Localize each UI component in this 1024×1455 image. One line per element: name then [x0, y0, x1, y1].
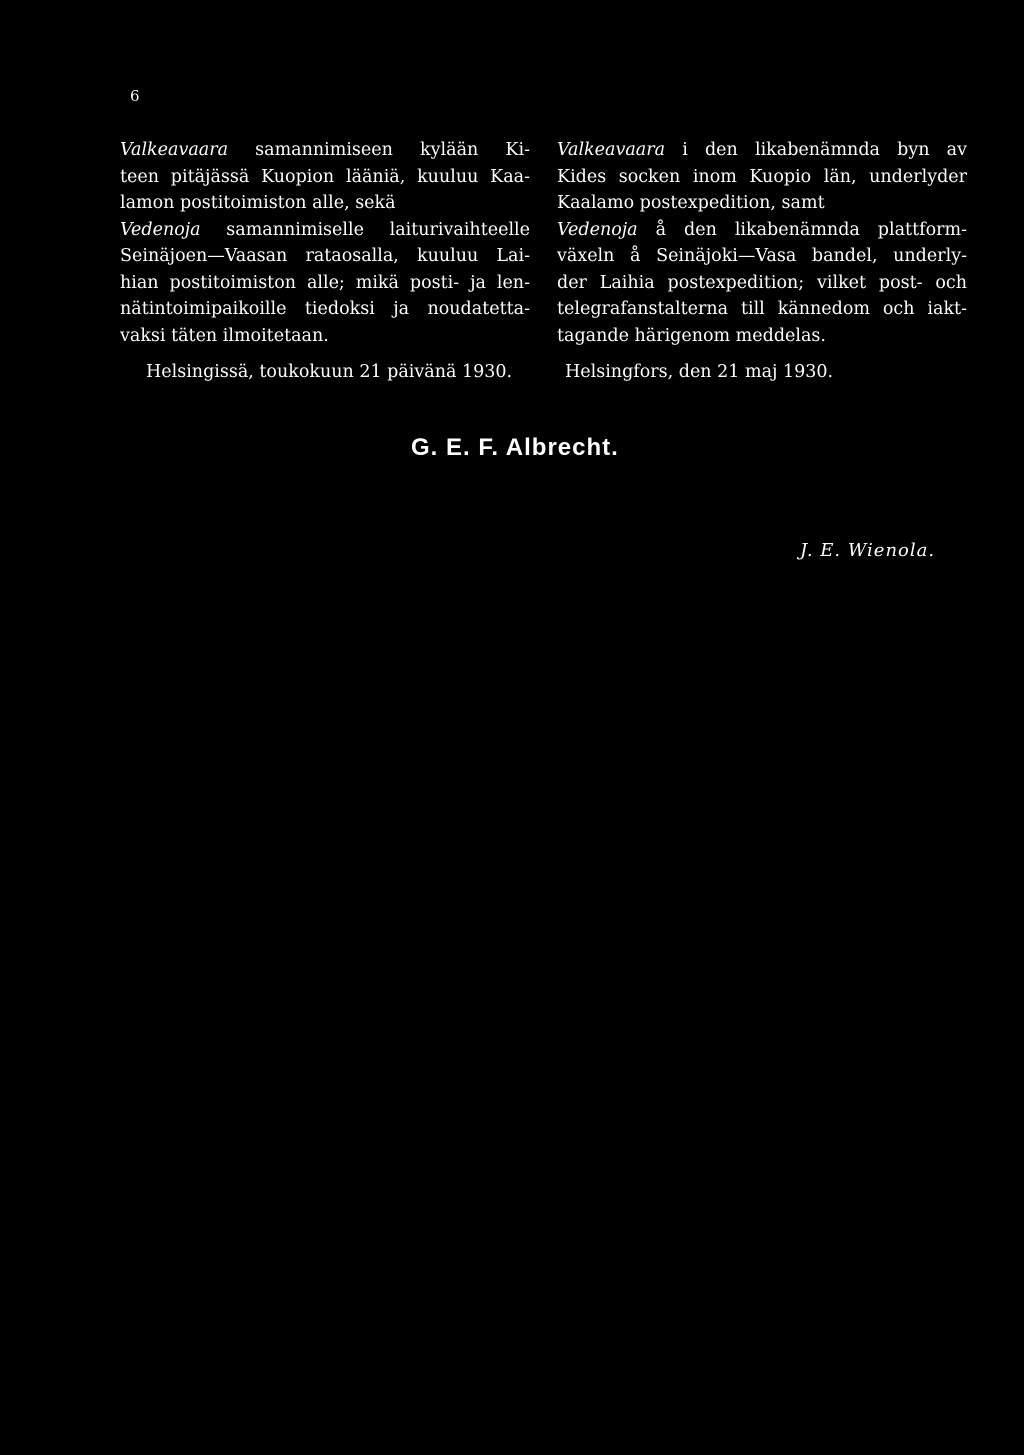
- finnish-line-2: [120, 164, 530, 191]
- line-text: nätintoimipaikoille tiedoksi ja noudatetta-: [120, 299, 530, 319]
- swedish-dateline: Helsingfors, den 21 maj 1930.: [565, 362, 834, 382]
- finnish-line-3: [120, 190, 530, 217]
- finnish-line-4: [120, 217, 530, 244]
- line-text: teen pitäjässä Kuopion lääniä, kuuluu Kaa-: [120, 166, 530, 187]
- line-text: Seinäjoen—Vaasan rataosalla, kuuluu Lai-: [120, 246, 530, 266]
- line-text: samannimiseen kylään Ki-: [228, 140, 530, 160]
- finnish-line-7: [120, 296, 530, 323]
- countersignature: J. E. Wienola.: [800, 540, 936, 561]
- line-text: samannimiselle laiturivaihteelle: [200, 219, 530, 240]
- line-text: vaksi täten ilmoitetaan.: [120, 325, 329, 346]
- line-text: i den likabenämnda byn av: [665, 140, 967, 160]
- line-text: Kides socken inom Kuopio län, underlyder: [557, 166, 967, 187]
- line-text: växeln å Seinäjoki—Vasa bandel, underly-: [557, 246, 967, 266]
- line-text: tagande härigenom meddelas.: [557, 325, 826, 346]
- line-text: å den likabenämnda plattform-: [637, 219, 967, 240]
- finnish-dateline: Helsingissä, toukokuun 21 päivänä 1930.: [146, 362, 513, 382]
- swedish-line-2: [557, 164, 967, 191]
- swedish-line-4: [557, 217, 967, 244]
- swedish-line-3: [557, 190, 967, 217]
- main-signature: G. E. F. Albrecht.: [411, 434, 619, 461]
- finnish-line-6: [120, 270, 530, 297]
- line-text: telegrafanstalterna till kännedom och iakt-: [557, 299, 967, 319]
- place-name: Vedenoja: [557, 219, 638, 240]
- swedish-line-8: [557, 323, 967, 350]
- finnish-line-8: [120, 323, 530, 350]
- swedish-line-1: [557, 137, 967, 164]
- line-text: lamon postitoimiston alle, sekä: [120, 193, 396, 213]
- page-number: 6: [130, 87, 140, 105]
- place-name: Vedenoja: [120, 219, 201, 240]
- swedish-column: [557, 137, 967, 349]
- place-name: Valkeavaara: [120, 140, 229, 160]
- swedish-line-6: [557, 270, 967, 297]
- place-name: Valkeavaara: [557, 140, 666, 160]
- line-text: Kaalamo postexpedition, samt: [557, 193, 825, 213]
- swedish-line-7: [557, 296, 967, 323]
- finnish-column: [120, 137, 530, 349]
- line-text: der Laihia postexpedition; vilket post- och: [557, 272, 967, 293]
- finnish-line-5: [120, 243, 530, 270]
- line-text: hian postitoimiston alle; mikä posti- ja len-: [120, 272, 530, 293]
- swedish-line-5: [557, 243, 967, 270]
- finnish-line-1: [120, 137, 530, 164]
